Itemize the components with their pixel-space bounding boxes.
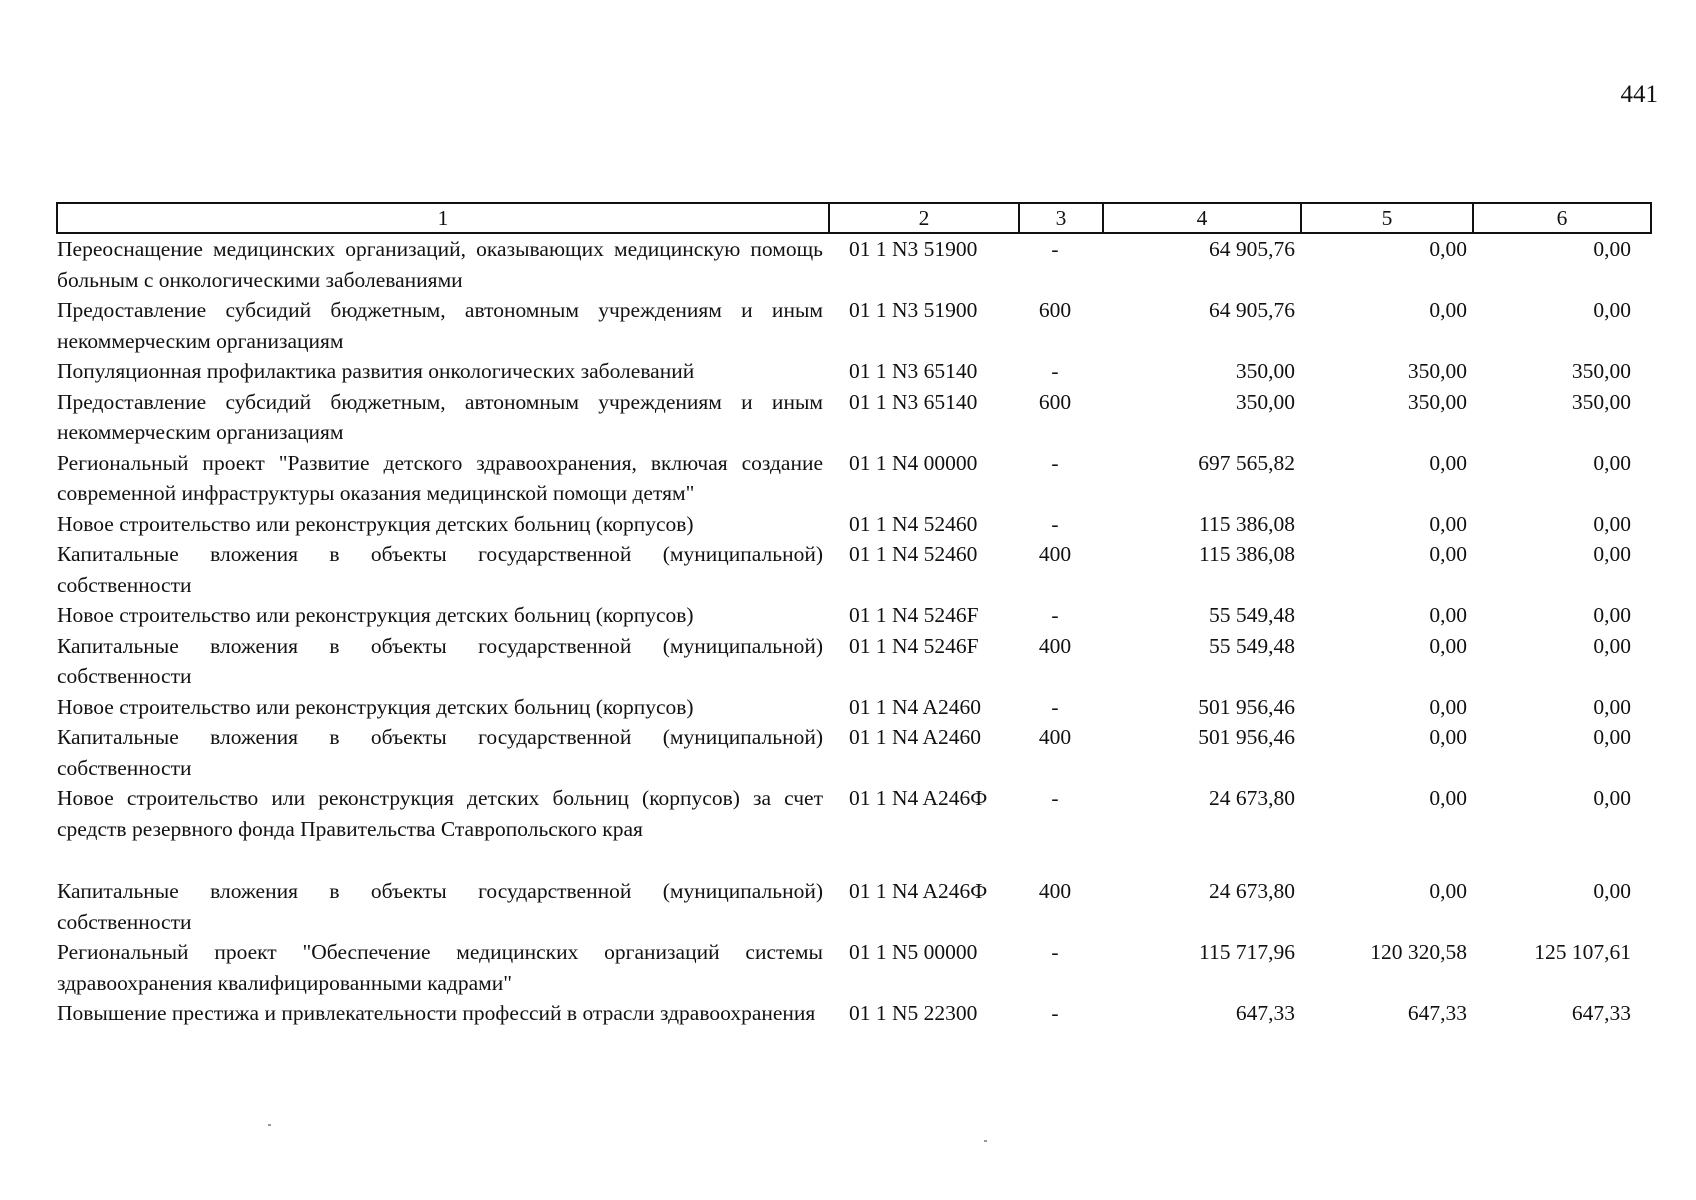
row-value-4-cell: 64 905,76	[1209, 298, 1295, 322]
row-code-cell: 01 1 N4 52460	[849, 511, 978, 536]
row-value-6-cell: 125 107,61	[1534, 940, 1631, 964]
row-type-cell: -	[1051, 511, 1059, 536]
header-col-1: 1	[57, 203, 829, 233]
row-value-5-cell: 0,00	[1429, 542, 1467, 566]
row-value-5-cell: 0,00	[1429, 237, 1467, 261]
row-value-4-cell: 350,00	[1235, 359, 1295, 383]
table-row	[57, 631, 1651, 692]
row-type-cell: 400	[1038, 542, 1072, 566]
row-code-cell: 01 1 N4 A246Ф	[849, 879, 988, 903]
row-value-4-cell: 647,33	[1235, 1001, 1295, 1025]
scan-speck	[984, 1140, 987, 1142]
table-row	[57, 387, 1651, 448]
table-body	[57, 233, 1651, 1029]
row-name-cell: Капитальные вложения в объекты государственной (муниципальной) собственности	[57, 879, 823, 934]
row-value-6-cell: 0,00	[1593, 786, 1631, 810]
row-value-4-cell: 501 956,46	[1198, 725, 1295, 749]
row-value-6-cell: 0,00	[1593, 542, 1631, 566]
row-value-5-cell: 0,00	[1429, 603, 1467, 627]
row-value-5-cell: 0,00	[1429, 511, 1467, 536]
row-type-cell: -	[1051, 1001, 1059, 1025]
row-value-6-cell: 0,00	[1593, 694, 1631, 719]
row-code-cell: 01 1 N5 22300	[849, 1001, 978, 1025]
row-value-5-cell: 120 320,58	[1370, 940, 1467, 964]
table-row	[57, 876, 1651, 937]
row-name-cell: Капитальные вложения в объекты государственной (муниципальной) собственности	[57, 725, 823, 780]
table-row	[57, 600, 1651, 631]
row-code-cell: 01 1 N3 65140	[849, 389, 978, 414]
row-value-4-cell: 350,00	[1235, 389, 1295, 414]
budget-table	[56, 202, 1652, 1029]
row-value-6-cell: 0,00	[1593, 633, 1631, 658]
row-name-cell: Переоснащение медицинских организаций, оказывающих медицинскую помощь больным с онкологическими заболеваниями	[57, 237, 823, 292]
table-row	[57, 539, 1651, 600]
row-type-cell: 400	[1038, 633, 1072, 658]
row-name-cell: Новое строительство или реконструкция детских больниц (корпусов)	[57, 511, 694, 536]
row-code-cell: 01 1 N3 51900	[849, 237, 978, 261]
row-type-cell: -	[1051, 786, 1059, 810]
table-row	[57, 722, 1651, 783]
row-name-cell: Повышение престижа и привлекательности профессий в отрасли здравоохранения	[57, 1001, 816, 1025]
row-value-4-cell: 55 549,48	[1209, 603, 1295, 627]
row-name-cell: Предоставление субсидий бюджетным, автономным учреждениям и иным некоммерческим организациям	[57, 389, 823, 444]
table-row	[57, 233, 1651, 295]
row-type-cell: -	[1051, 237, 1059, 261]
row-value-6-cell: 0,00	[1593, 298, 1631, 322]
row-value-6-cell: 0,00	[1593, 511, 1631, 536]
row-value-6-cell: 0,00	[1593, 237, 1631, 261]
row-value-4-cell: 115 717,96	[1199, 940, 1295, 964]
row-type-cell: -	[1051, 694, 1059, 719]
row-code-cell: 01 1 N4 A2460	[849, 694, 981, 719]
row-type-cell: 600	[1038, 298, 1072, 322]
row-value-4-cell: 64 905,76	[1209, 237, 1295, 261]
row-value-5-cell: 647,33	[1407, 1001, 1467, 1025]
row-value-4-cell: 24 673,80	[1209, 879, 1295, 903]
row-value-5-cell: 350,00	[1407, 359, 1467, 383]
header-col-2: 2	[829, 203, 1019, 233]
table-row	[57, 356, 1651, 387]
row-name-cell: Капитальные вложения в объекты государственной (муниципальной) собственности	[57, 633, 823, 688]
row-name-cell: Новое строительство или реконструкция детских больниц (корпусов)	[57, 694, 694, 719]
table-row	[57, 937, 1651, 998]
row-value-5-cell: 0,00	[1429, 725, 1467, 749]
table-row	[57, 783, 1651, 876]
row-code-cell: 01 1 N4 00000	[849, 450, 978, 475]
page-number: 441	[1620, 81, 1658, 108]
row-value-5-cell: 350,00	[1407, 389, 1467, 414]
row-value-5-cell: 0,00	[1429, 450, 1467, 475]
table-row	[57, 998, 1651, 1029]
table-row	[57, 295, 1651, 356]
header-col-4: 4	[1103, 203, 1301, 233]
row-type-cell: 400	[1038, 879, 1072, 903]
row-name-cell: Новое строительство или реконструкция детских больниц (корпусов)	[57, 603, 694, 627]
row-type-cell: -	[1051, 359, 1059, 383]
table-row	[57, 448, 1651, 509]
row-value-4-cell: 55 549,48	[1209, 633, 1295, 658]
row-name-cell: Новое строительство или реконструкция детских больниц (корпусов) за счет средств резервного фонда Правительства Ставропольского края	[57, 786, 823, 841]
row-value-5-cell: 0,00	[1429, 633, 1467, 658]
row-code-cell: 01 1 N4 A2460	[849, 725, 981, 749]
row-value-4-cell: 697 565,82	[1198, 450, 1295, 475]
header-col-3: 3	[1019, 203, 1103, 233]
row-code-cell: 01 1 N4 5246F	[849, 633, 979, 658]
row-value-6-cell: 0,00	[1593, 879, 1631, 903]
row-type-cell: 600	[1038, 389, 1072, 414]
row-value-4-cell: 501 956,46	[1198, 694, 1295, 719]
header-row	[57, 203, 1651, 233]
row-value-6-cell: 0,00	[1593, 450, 1631, 475]
row-type-cell: -	[1051, 603, 1059, 627]
row-name-cell: Региональный проект "Обеспечение медицинских организаций системы здравоохранения квалифицированными кадрами"	[57, 940, 823, 995]
row-code-cell: 01 1 N3 51900	[849, 298, 978, 322]
header-col-5: 5	[1301, 203, 1473, 233]
row-value-6-cell: 350,00	[1571, 359, 1631, 383]
scan-speck	[268, 1124, 271, 1126]
row-code-cell: 01 1 N3 65140	[849, 359, 978, 383]
row-type-cell: -	[1051, 940, 1059, 964]
row-value-5-cell: 0,00	[1429, 694, 1467, 719]
row-code-cell: 01 1 N5 00000	[849, 940, 978, 964]
row-value-6-cell: 0,00	[1593, 603, 1631, 627]
row-value-6-cell: 350,00	[1571, 389, 1631, 414]
row-code-cell: 01 1 N4 52460	[849, 542, 978, 566]
table-header	[57, 203, 1651, 233]
row-value-5-cell: 0,00	[1429, 879, 1467, 903]
row-value-5-cell: 0,00	[1429, 786, 1467, 810]
row-type-cell: 400	[1038, 725, 1072, 749]
row-name-cell: Региональный проект "Развитие детского здравоохранения, включая создание современной инфраструктуры оказания медицинской помощи детям"	[57, 450, 823, 505]
row-value-4-cell: 115 386,08	[1199, 511, 1295, 536]
row-value-6-cell: 647,33	[1571, 1001, 1631, 1025]
row-value-6-cell: 0,00	[1593, 725, 1631, 749]
row-value-4-cell: 115 386,08	[1199, 542, 1295, 566]
row-name-cell: Предоставление субсидий бюджетным, автономным учреждениям и иным некоммерческим организациям	[57, 298, 823, 353]
row-code-cell: 01 1 N4 A246Ф	[849, 786, 988, 810]
row-code-cell: 01 1 N4 5246F	[849, 603, 979, 627]
header-col-6: 6	[1473, 203, 1651, 233]
table-row	[57, 509, 1651, 540]
row-name-cell: Капитальные вложения в объекты государственной (муниципальной) собственности	[57, 542, 823, 597]
row-type-cell: -	[1051, 450, 1059, 475]
row-name-cell: Популяционная профилактика развития онкологических заболеваний	[57, 359, 695, 383]
row-value-4-cell: 24 673,80	[1209, 786, 1295, 810]
row-value-5-cell: 0,00	[1429, 298, 1467, 322]
table-row	[57, 692, 1651, 723]
